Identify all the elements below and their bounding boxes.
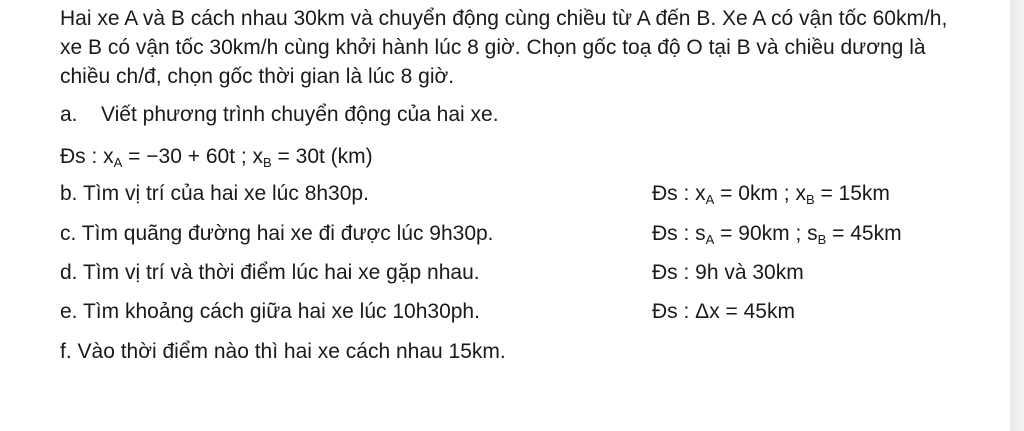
question-f: f. Vào thời điểm nào thì hai xe cách nhau 15km. (60, 340, 506, 363)
question-b: b. Tìm vị trí của hai xe lúc 8h30p. (60, 182, 369, 205)
question-a-label: a. (60, 103, 78, 126)
problem-statement: Hai xe A và B cách nhau 30km và chuyển động cùng chiều từ A đến B. Xe A có vận tốc 60km/h, xe B có vận tốc 30km/h cùng khởi hành lúc 8 giờ. Chọn gốc toạ độ O tại B và chiều dương là chiều ch/đ, chọn gốc thời gian là lúc 8 giờ. (60, 7, 948, 88)
answer-b: Đs : $x_A = 0km$ ; $x_B = 15km$ (652, 182, 890, 207)
answer-a: Đs : $x_A = -30 + 60t$ ; $x_B = 30t$ (km) (60, 145, 373, 170)
question-e: e. Tìm khoảng cách giữa hai xe lúc 10h30ph. (60, 300, 480, 323)
question-c: c. Tìm quãng đường hai xe đi được lúc 9h30p. (60, 222, 494, 245)
question-a (60, 100, 499, 130)
answer-c: Đs : $s_A = 90km$ ; $s_B = 45km$ (652, 222, 902, 247)
answer-d: Đs : 9h và 30km (652, 261, 804, 284)
answer-e: Đs : Δx = 45km (652, 300, 795, 323)
question-d: d. Tìm vị trí và thời điểm lúc hai xe gặp nhau. (60, 261, 480, 284)
question-a-text: Viết phương trình chuyển động của hai xe. (101, 103, 499, 126)
page-edge-shadow (1010, 0, 1024, 431)
